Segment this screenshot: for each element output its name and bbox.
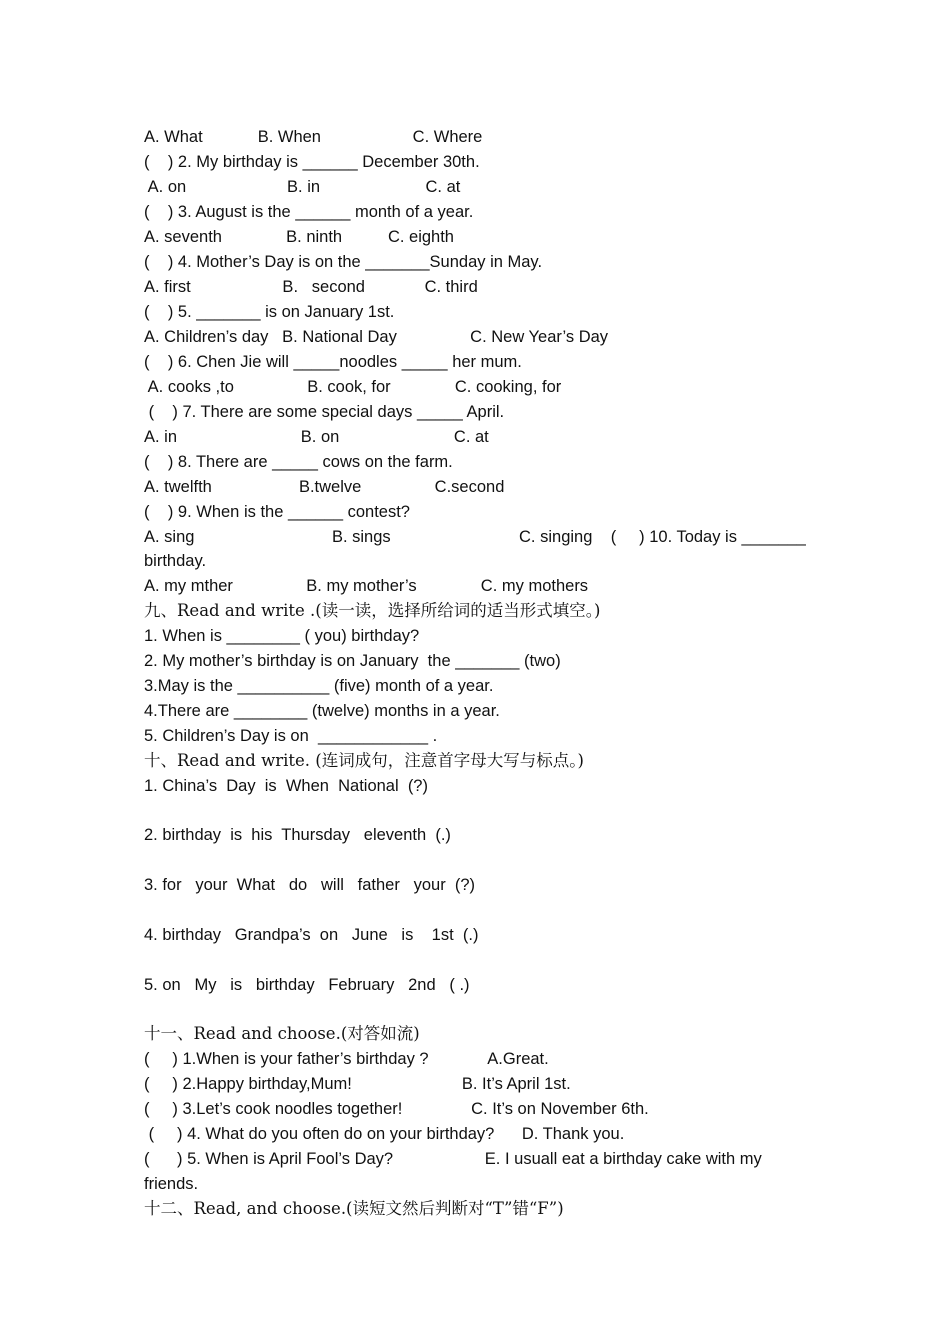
- match-item-1: ( ) 1.When is your father’s birthday ? A.Great.: [144, 1050, 549, 1068]
- match-item-5: ( ) 5. When is April Fool’s Day? E. I usuall eat a birthday cake with my: [144, 1150, 762, 1168]
- question-5: ( ) 5. _______ is on January 1st.: [144, 303, 395, 321]
- fill-item-2: 2. My mother’s birthday is on January the _______ (two): [144, 652, 561, 670]
- sentence-item-5: 5. on My is birthday February 2nd ( .): [144, 976, 470, 994]
- match-item-5-continued: friends.: [144, 1175, 199, 1193]
- sentence-item-2: 2. birthday is his Thursday eleventh (.): [144, 826, 451, 844]
- q7-options: A. in B. on C. at: [144, 428, 489, 446]
- q9-options-and-question-10: A. sing B. sings C. singing ( ) 10. Today is _______: [144, 528, 806, 546]
- q10-options: A. my mther B. my mother’s C. my mothers: [144, 577, 589, 595]
- question-8: ( ) 8. There are _____ cows on the farm.: [144, 453, 453, 471]
- q8-options: A. twelfth B.twelve C.second: [144, 478, 505, 496]
- q6-options: A. cooks ,to B. cook, for C. cooking, for: [144, 378, 562, 396]
- sentence-item-1: 1. China’s Day is When National (?): [144, 777, 428, 795]
- question-4: ( ) 4. Mother’s Day is on the _______Sunday in May.: [144, 253, 543, 271]
- sentence-item-3: 3. for your What do will father your (?): [144, 876, 476, 894]
- question-9: ( ) 9. When is the ______ contest?: [144, 503, 410, 521]
- q2-options: A. on B. in C. at: [144, 178, 461, 196]
- q4-options: A. first B. second C. third: [144, 278, 478, 296]
- question-7: ( ) 7. There are some special days _____ April.: [144, 403, 505, 421]
- question-6: ( ) 6. Chen Jie will _____noodles _____ her mum.: [144, 353, 522, 371]
- question-2: ( ) 2. My birthday is ______ December 30th.: [144, 153, 480, 171]
- fill-item-3: 3.May is the __________ (five) month of a year.: [144, 677, 494, 695]
- question-3: ( ) 3. August is the ______ month of a year.: [144, 203, 474, 221]
- fill-item-4: 4.There are ________ (twelve) months in a year.: [144, 702, 500, 720]
- q3-options: A. seventh B. ninth C. eighth: [144, 228, 454, 246]
- match-item-4: ( ) 4. What do you often do on your birthday? D. Thank you.: [144, 1125, 625, 1143]
- section-11-heading: 十一、Read and choose.(对答如流): [144, 1024, 420, 1043]
- sentence-item-4: 4. birthday Grandpa’s on June is 1st (.): [144, 926, 479, 944]
- fill-item-1: 1. When is ________ ( you) birthday?: [144, 627, 420, 645]
- match-item-3: ( ) 3.Let’s cook noodles together! C. It’s on November 6th.: [144, 1100, 649, 1118]
- section-12-heading: 十二、Read, and choose.(读短文然后判断对“T”错“F”): [144, 1199, 564, 1218]
- question-10-continued: birthday.: [144, 552, 207, 570]
- fill-item-5: 5. Children’s Day is on ____________ .: [144, 727, 438, 745]
- match-item-2: ( ) 2.Happy birthday,Mum! B. It’s April 1st.: [144, 1075, 571, 1093]
- section-9-heading: 九、Read and write .(读一读，选择所给词的适当形式填空。): [144, 601, 601, 620]
- q5-options: A. Children’s day B. National Day C. New Year’s Day: [144, 328, 609, 346]
- section-10-heading: 十、Read and write. (连词成句，注意首字母大写与标点。): [144, 751, 584, 770]
- q1-options: A. What B. When C. Where: [144, 128, 483, 146]
